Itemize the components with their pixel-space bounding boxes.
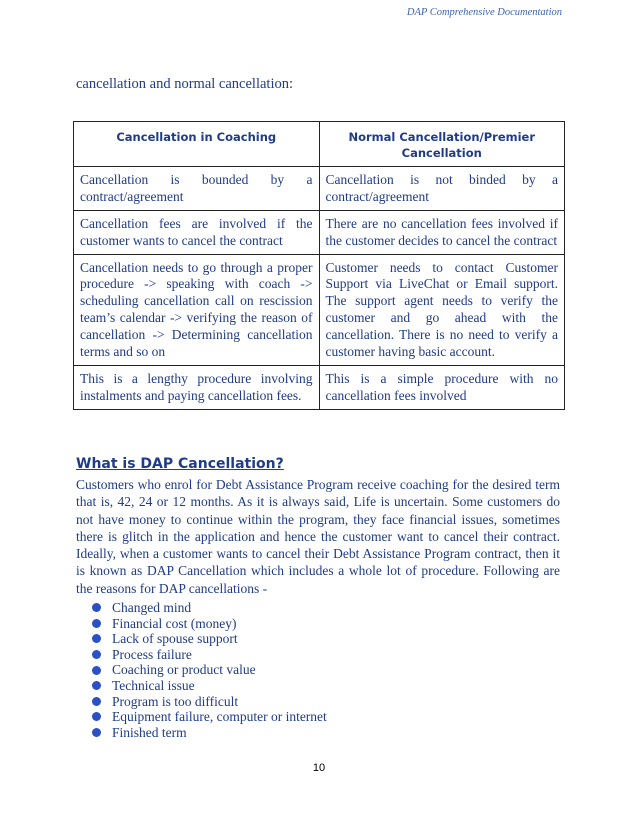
list-item-label: Equipment failure, computer or internet [112, 709, 327, 725]
list-item-label: Technical issue [112, 677, 195, 693]
bullet-icon [92, 681, 101, 690]
table-row [74, 167, 565, 211]
bullet-icon [92, 728, 101, 737]
table-cell: Customer needs to contact Customer Support via LiveChat or Email support. The support agent needs to verify the customer and go ahead with the cancellation. There is no need to verify a customer having basic account. [319, 254, 565, 365]
list-item-label: Financial cost (money) [112, 615, 237, 631]
table-header-row [74, 122, 565, 167]
list-item-label: Changed mind [112, 600, 192, 615]
bullet-icon [92, 712, 101, 721]
bullet-icon [92, 603, 101, 612]
list-item-label: Finished term [112, 724, 187, 740]
table-row [74, 210, 565, 254]
table-cell: Cancellation fees are involved if the customer wants to cancel the contract [74, 210, 320, 254]
list-item [92, 616, 327, 632]
bullet-icon [92, 634, 101, 643]
section-paragraph: Customers who enrol for Debt Assistance Program receive coaching for the desired term that is, 42, 24 or 12 months. As it is always said, Life is uncertain. Some customers do not have money to continue within the program, they face financial issues, sometimes there is glitch in the application and hence the customer want to cancel their contract. Ideally, when a customer wants to cancel their Debt Assistance Program contract, then it is known as DAP Cancellation which includes a whole lot of procedure. Following are the reasons for DAP cancellations - [76, 477, 560, 596]
intro-text: cancellation and normal cancellation: [76, 76, 293, 92]
list-item-label: Lack of spouse support [112, 631, 238, 647]
list-item [92, 647, 327, 663]
section-heading: What is DAP Cancellation? [76, 456, 284, 472]
table-cell: This is a simple procedure with no cancellation fees involved [319, 365, 565, 409]
page-number: 10 [312, 762, 326, 774]
list-item [92, 662, 327, 678]
table-row [74, 365, 565, 409]
column-header-normal: Normal Cancellation/Premier Cancellation [319, 122, 565, 167]
bullet-icon [92, 666, 101, 675]
list-item [92, 694, 327, 710]
table-cell: Cancellation is bounded by a contract/agreement [74, 167, 320, 211]
table-row [74, 254, 565, 365]
reasons-list [92, 600, 327, 740]
bullet-icon [92, 619, 101, 628]
table-cell: There are no cancellation fees involved if the customer decides to cancel the contract [319, 210, 565, 254]
bullet-icon [92, 697, 101, 706]
list-item [92, 600, 327, 616]
table-cell: Cancellation is not binded by a contract/agreement [319, 167, 565, 211]
table-cell: Cancellation needs to go through a proper procedure -> speaking with coach -> scheduling cancellation call on rescission team’s calendar -> verifying the reason of cancellation -> Determining cancellation terms and so on [74, 254, 320, 365]
list-item [92, 709, 327, 725]
list-item [92, 631, 327, 647]
bullet-icon [92, 650, 101, 659]
list-item-label: Process failure [112, 646, 192, 662]
document-header: DAP Comprehensive Documentation [406, 7, 562, 18]
list-item [92, 725, 327, 741]
column-header-coaching: Cancellation in Coaching [74, 122, 320, 167]
list-item-label: Program is too difficult [112, 693, 239, 709]
list-item [92, 678, 327, 694]
table-cell: This is a lengthy procedure involving instalments and paying cancellation fees. [74, 365, 320, 409]
list-item-label: Coaching or product value [112, 662, 256, 678]
comparison-table [73, 121, 565, 410]
